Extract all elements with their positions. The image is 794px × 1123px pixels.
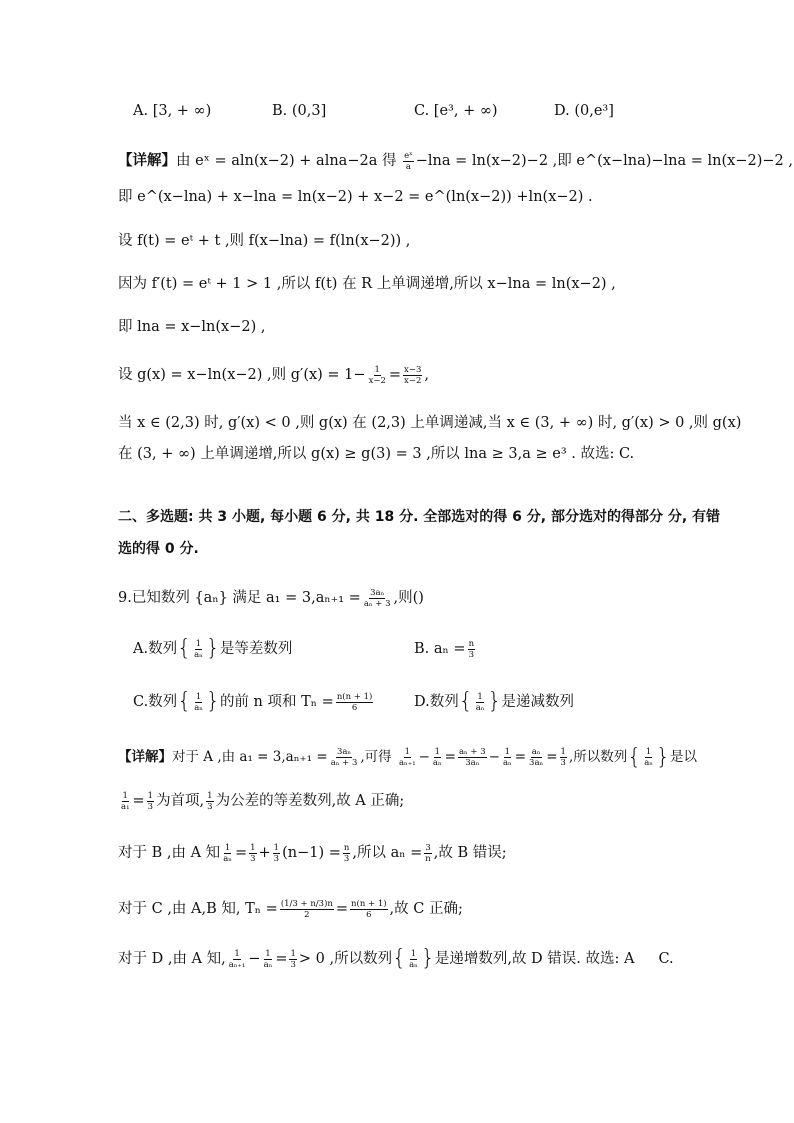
q9-solution-line-1: 【详解】对于 A ,由 a₁ = 3,aₙ₊₁ = $\frac{\text{3aₙ}}{\text{aₙ + 3}}$ ,可得 $\frac{1}{\text{aₙ₊₁}}$ − $\frac{1}{\text{aₙ}}$ = $\frac{\text{aₙ + 3}}{\text{3aₙ}}$ − $\frac{1}{\text{aₙ}}$ = $\frac{\text{aₙ}}{\text{3aₙ}}$ = $\frac{1}{3}$ ,所以数列{ $\frac{1}{\text{aₙ}}$ }是以 (118, 744, 697, 770)
q8-solution-line-5: 即 lna = x−ln(x−2) , (118, 319, 266, 335)
brace-close: } (487, 689, 502, 714)
brace-open: { (177, 636, 192, 661)
brace-close: } (420, 946, 435, 971)
q8-option-a: A. [3, + ∞) (133, 103, 212, 119)
brace-open: { (392, 946, 407, 971)
q8-solution-line-8: 在 (3, + ∞) 上单调递增,所以 g(x) ≥ g(3) = 3 ,所以 lna ≥ 3,a ≥ e³ . 故选: C. (118, 446, 635, 462)
fraction: $\frac{1}{\text{aₙ}}$ (194, 691, 203, 713)
fraction: $\frac{\text{3aₙ}}{\text{aₙ + 3}}$ (330, 747, 358, 768)
fraction: $\frac{\text{aₙ + 3}}{\text{3aₙ}}$ (458, 747, 486, 768)
brace-open: { (627, 744, 642, 770)
fraction: $\frac{1}{\text{aₙ₊₁}}$ (228, 948, 246, 970)
brace-open: { (458, 689, 473, 714)
fraction: $\frac{1}{\text{aₙ}}$ (409, 948, 418, 970)
fraction: $\frac{1}{\text{aₙ₊₁}}$ (398, 747, 416, 768)
q9-solution-line-3: 对于 B ,由 A 知 $\frac{1}{\text{aₙ}}$ = $\frac{1}{3}$ + $\frac{1}{3}$ (n−1) = $\frac{n}{3}$ ,所以 aₙ = $\frac{3}{n}$ ,故 B 错误; (118, 842, 507, 864)
fraction: $\frac{1}{\text{a₁}}$ (121, 790, 130, 812)
fraction: $\frac{1}{\text{aₙ}}$ (475, 691, 485, 713)
section-header-line-2: 选的得 0 分. (118, 541, 199, 557)
q9-solution-line-5: 对于 D ,由 A 知, $\frac{1}{\text{aₙ₊₁}}$ − $\frac{1}{\text{aₙ}}$ = $\frac{1}{3}$ > 0 ,所以数列{ $\frac{1}{\text{aₙ}}$ }是递增数列,故 D 错误. 故选: A C. (118, 946, 674, 971)
fraction: $\frac{3}{n}$ (425, 842, 431, 864)
q8-solution-line-2: 即 e^(x−lna) + x−lna = ln(x−2) + x−2 = e^(ln(x−2)) +ln(x−2) . (118, 189, 593, 205)
solution-tag: 【详解】 (118, 153, 176, 169)
fraction: $\frac{x-3}{x-2}$ (404, 364, 422, 386)
fraction: $\frac{n}{3}$ (343, 842, 350, 864)
section-header-line-1: 二、多选题: 共 3 小题, 每小题 6 分, 共 18 分. 全部选对的得 6 分, 部分选对的得部分 分, 有错 (118, 509, 721, 525)
q9-solution-line-2: $\frac{1}{\text{a₁}}$ = $\frac{1}{3}$ 为首项, $\frac{1}{3}$ 为公差的等差数列,故 A 正确; (121, 790, 405, 812)
fraction: $\frac{1}{\text{aₙ}}$ (502, 747, 512, 768)
solution-text: −lna = ln(x−2)−2 ,即 e^(x−lna)−lna = ln(x−2)−2 , (415, 153, 793, 169)
fraction: $\frac{1}{3}$ (147, 790, 154, 812)
brace-close: } (205, 689, 220, 714)
brace-open: { (177, 689, 192, 714)
fraction: $\frac{1}{\text{aₙ}}$ (223, 842, 232, 864)
fraction: $\frac{1}{x-2}$ (368, 364, 386, 386)
q8-solution-line-1 (118, 150, 793, 172)
brace-close: } (205, 636, 220, 661)
fraction: $\frac{n(n + 1)}{6}$ (351, 898, 387, 920)
fraction: $\frac{\text{aₙ}}{\text{3aₙ}}$ (529, 747, 544, 768)
q8-solution-line-7: 当 x ∈ (2,3) 时, g′(x) < 0 ,则 g(x) 在 (2,3) 上单调递减,当 x ∈ (3, + ∞) 时, g′(x) > 0 ,则 g(x) (118, 415, 742, 431)
fraction: $\frac{1}{\text{aₙ}}$ (194, 638, 203, 660)
q8-solution-line-3: 设 f(t) = eᵗ + t ,则 f(x−lna) = f(ln(x−2)) , (118, 233, 411, 249)
q9-stem: 9.已知数列 {aₙ} 满足 a₁ = 3,aₙ₊₁ = $\frac{\text{3aₙ}}{\text{aₙ + 3}}$ ,则() (118, 587, 424, 609)
q9-option-c: C.数列{ $\frac{1}{\text{aₙ}}$ }的前 n 项和 Tₙ = $\frac{n(n + 1)}{6}$ (133, 689, 373, 714)
fraction: $\frac{1}{\text{aₙ}}$ (432, 747, 442, 768)
fraction: $\frac{\text{eˣ}}{a}$ (404, 150, 413, 172)
fraction: $\frac{(1/3 + n/3)n}{2}$ (280, 898, 333, 920)
fraction: $\frac{1}{3}$ (290, 948, 296, 970)
q8-option-d: D. (0,e³] (554, 103, 614, 119)
q8-option-c: C. [e³, + ∞) (414, 103, 498, 119)
q8-option-b: B. (0,3] (272, 103, 327, 119)
brace-close: } (655, 744, 670, 770)
q9-solution-line-4: 对于 C ,由 A,B 知, Tₙ = $\frac{(1/3 + n/3)n}{2}$ = $\frac{n(n + 1)}{6}$ ,故 C 正确; (118, 898, 463, 920)
q9-option-b: B. aₙ = $\frac{n}{3}$ (414, 638, 475, 660)
fraction: $\frac{1}{3}$ (207, 790, 213, 812)
q8-solution-line-6: 设 g(x) = x−ln(x−2) ,则 g′(x) = 1− $\frac{1}{x-2}$ = $\frac{x-3}{x-2}$ , (118, 364, 429, 386)
fraction: $\frac{1}{\text{aₙ}}$ (644, 747, 653, 768)
fraction: $\frac{1}{3}$ (250, 842, 256, 864)
fraction: $\frac{1}{3}$ (273, 842, 280, 864)
solution-text: 由 eˣ = aln(x−2) + alna−2a 得 (176, 153, 397, 169)
fraction: $\frac{1}{\text{aₙ}}$ (263, 948, 273, 970)
q8-solution-line-4: 因为 f′(t) = eᵗ + 1 > 1 ,所以 f(t) 在 R 上单调递增,所以 x−lna = ln(x−2) , (118, 276, 616, 292)
q9-option-a: A.数列{ $\frac{1}{\text{aₙ}}$ }是等差数列 (133, 636, 293, 661)
fraction: $\frac{n(n + 1)}{6}$ (336, 691, 373, 713)
q9-option-d: D.数列{ $\frac{1}{\text{aₙ}}$ }是递减数列 (414, 689, 574, 714)
fraction: $\frac{\text{3aₙ}}{\text{aₙ + 3}}$ (363, 587, 391, 609)
fraction: $\frac{n}{3}$ (468, 638, 475, 660)
fraction: $\frac{1}{3}$ (560, 747, 566, 768)
